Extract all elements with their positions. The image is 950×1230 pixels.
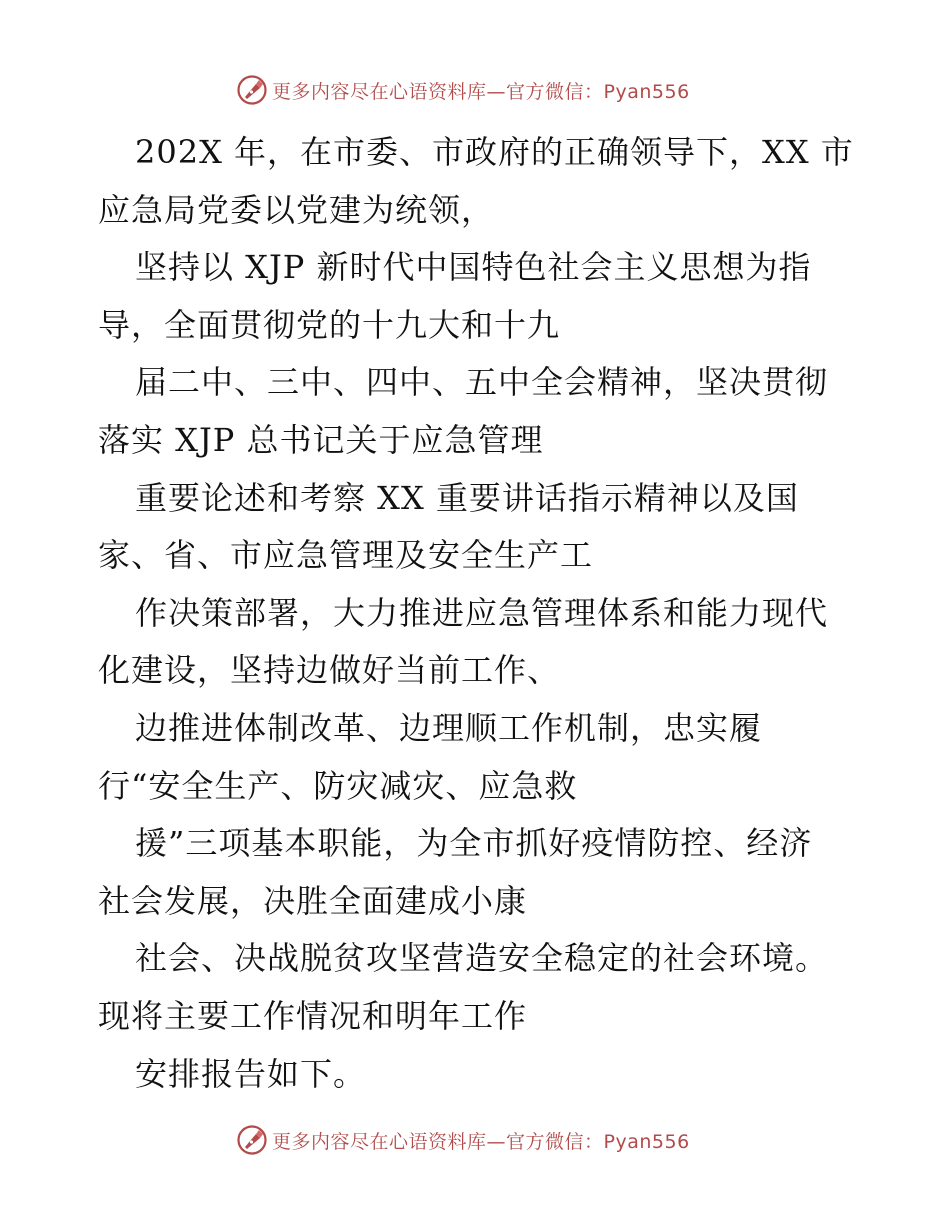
text-line: 作决策部署，大力推进应急管理体系和能力现代 <box>135 593 829 632</box>
text-line: 应急局党委以党建为统领， <box>98 190 495 229</box>
text-line: 社会、决战脱贫攻坚营造安全稳定的社会环境。 <box>135 939 829 978</box>
text-line: 家、省、市应急管理及安全生产工 <box>98 536 594 575</box>
text-line: 社会发展，决胜全面建成小康 <box>98 881 528 920</box>
text-line: 援”三项基本职能，为全市抓好疫情防控、经济 <box>135 824 813 863</box>
text-line: 现将主要工作情况和明年工作 <box>98 996 528 1035</box>
paragraph <box>98 470 858 585</box>
text-line: 化建设，坚持边做好当前工作、 <box>98 651 561 690</box>
pen-nib-logo-icon <box>236 1124 268 1156</box>
text-line: 落实 XJP 总书记关于应急管理 <box>98 420 544 459</box>
text-line: 边推进体制改革、边理顺工作机制，忠实履 <box>135 708 763 747</box>
paragraph <box>98 239 858 354</box>
watermark-text: 更多内容尽在心语资料库—官方微信：Pyan556 <box>272 1130 690 1153</box>
watermark-banner-bottom <box>236 1123 756 1157</box>
text-line: 坚持以 XJP 新时代中国特色社会主义思想为指 <box>135 248 812 287</box>
text-line: 导，全面贯彻党的十九大和十九 <box>98 305 561 344</box>
text-line: 重要论述和考察 XX 重要讲话指示精神以及国 <box>135 478 799 517</box>
document-body <box>98 124 858 1103</box>
watermark-banner-top <box>236 73 756 107</box>
paragraph <box>98 700 858 815</box>
text-line: 行“安全生产、防灾减灾、应急救 <box>98 766 578 805</box>
text-line: 安排报告如下。 <box>135 1054 367 1093</box>
text-line: 届二中、三中、四中、五中全会精神，坚决贯彻 <box>135 363 829 402</box>
watermark-text: 更多内容尽在心语资料库—官方微信：Pyan556 <box>272 80 690 103</box>
paragraph <box>98 354 858 469</box>
paragraph <box>98 124 858 239</box>
text-line: 202X 年，在市委、市政府的正确领导下，XX 市 <box>135 133 854 171</box>
pen-nib-logo-icon <box>236 74 268 106</box>
paragraph <box>98 1046 858 1104</box>
paragraph <box>98 815 858 930</box>
paragraph <box>98 930 858 1045</box>
paragraph <box>98 585 858 700</box>
